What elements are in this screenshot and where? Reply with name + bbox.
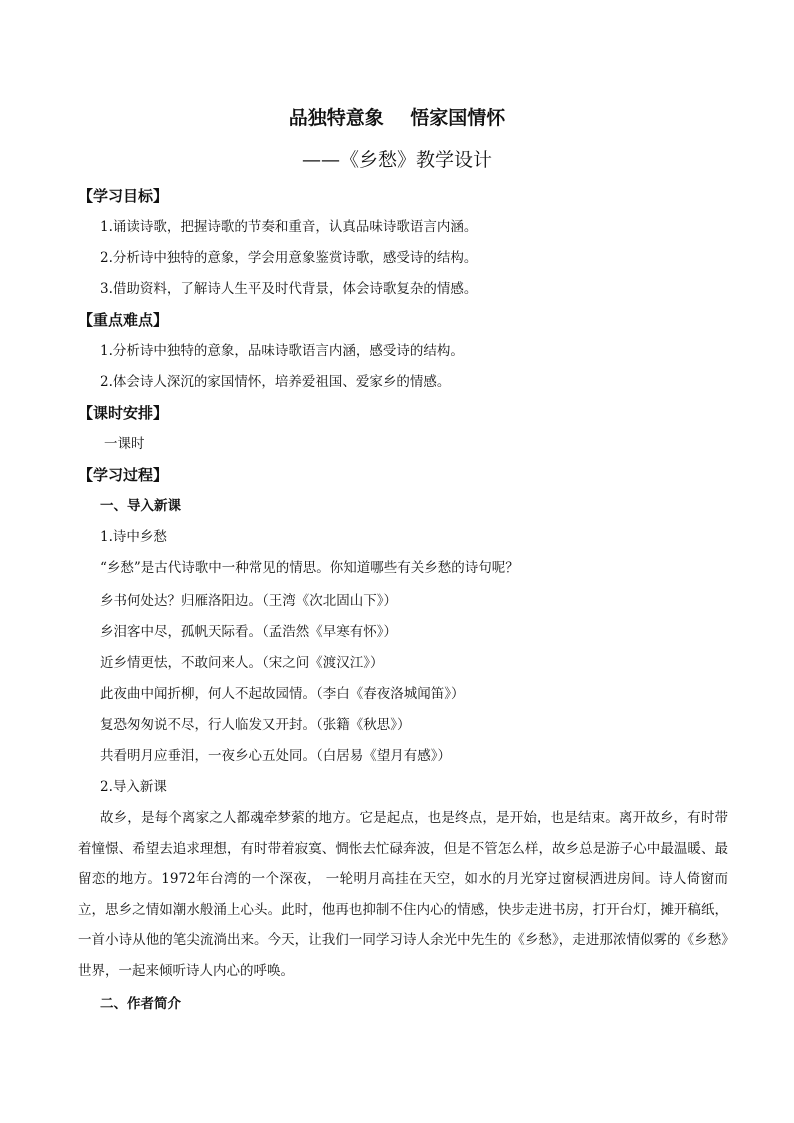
section-heading-schedule: 【课时安排】: [78, 404, 169, 422]
verse-line: 乡泪客中尽，孤帆天际看。（孟浩然《早寒有怀》）: [100, 624, 397, 640]
page-title: 品独特意象 悟家国情怀: [288, 107, 506, 129]
section-heading-process: 【学习过程】: [78, 466, 169, 484]
section-heading-goals: 【学习目标】: [78, 187, 169, 205]
schedule-text: 一课时: [104, 436, 145, 452]
page-subtitle: ——《乡愁》教学设计: [301, 149, 492, 171]
goal-item: 3.借助资料，了解诗人生平及时代背景，体会诗歌复杂的情感。: [100, 281, 478, 297]
key-point-item: 1.分析诗中独特的意象，品味诗歌语言内涵，感受诗的结构。: [100, 343, 464, 359]
goal-item: 2.分析诗中独特的意象，学会用意象鉴赏诗歌，感受诗的结构。: [100, 250, 478, 266]
verse-line: 近乡情更怯，不敢问来人。（宋之问《渡汉江》）: [100, 655, 384, 671]
verse-line: 共看明月应垂泪，一夜乡心五处同。（白居易《望月有感》）: [100, 748, 451, 764]
intro-paragraph: 故乡，是每个离家之人都魂牵梦萦的地方。它是起点，也是终点，是开始，也是结束。离开故乡，有时带着憧憬、希望去追求理想，有时带着寂寞、惆怅去忙碌奔波，但是不管怎么样，故乡总是游子心中最温暖、最留恋的地方。1972年台湾的一个深夜， 一轮明月高挂在天空，如水的月光穿过窗棂洒进房间。诗人倚窗而立，思乡之情如潮水般涌上心头。此时，他再也抑制不住内心的情感，快步走进书房，打开台灯，摊开稿纸，一首小诗从他的笔尖流淌出来。今天，让我们一同学习诗人余光中先生的《乡愁》，走进那浓情似雾的《乡愁》世界，一起来倾听诗人内心的呼唤。: [78, 810, 728, 979]
verse-line: 乡书何处达？归雁洛阳边。（王湾《次北固山下》）: [100, 593, 397, 609]
key-point-item: 2.体会诗人深沉的家国情怀，培养爱祖国、爱家乡的情感。: [100, 374, 451, 390]
part2-heading: 二、作者简介: [100, 996, 181, 1012]
sub2-heading: 2.导入新课: [100, 779, 167, 795]
part1-heading: 一、导入新课: [100, 498, 181, 514]
section-heading-key-points: 【重点难点】: [78, 311, 169, 329]
goal-item: 1.诵读诗歌，把握诗歌的节奏和重音，认真品味诗歌语言内涵。: [100, 219, 478, 235]
verse-line: 复恐匆匆说不尽，行人临发又开封。（张籍《秋思》）: [100, 717, 411, 733]
sub1-intro: “乡愁”是古代诗歌中一种常见的情思。你知道哪些有关乡愁的诗句呢？: [100, 560, 519, 576]
sub1-heading: 1.诗中乡愁: [100, 529, 167, 545]
verse-line: 此夜曲中闻折柳，何人不起故园情。（李白《春夜洛城闻笛》）: [100, 686, 465, 702]
